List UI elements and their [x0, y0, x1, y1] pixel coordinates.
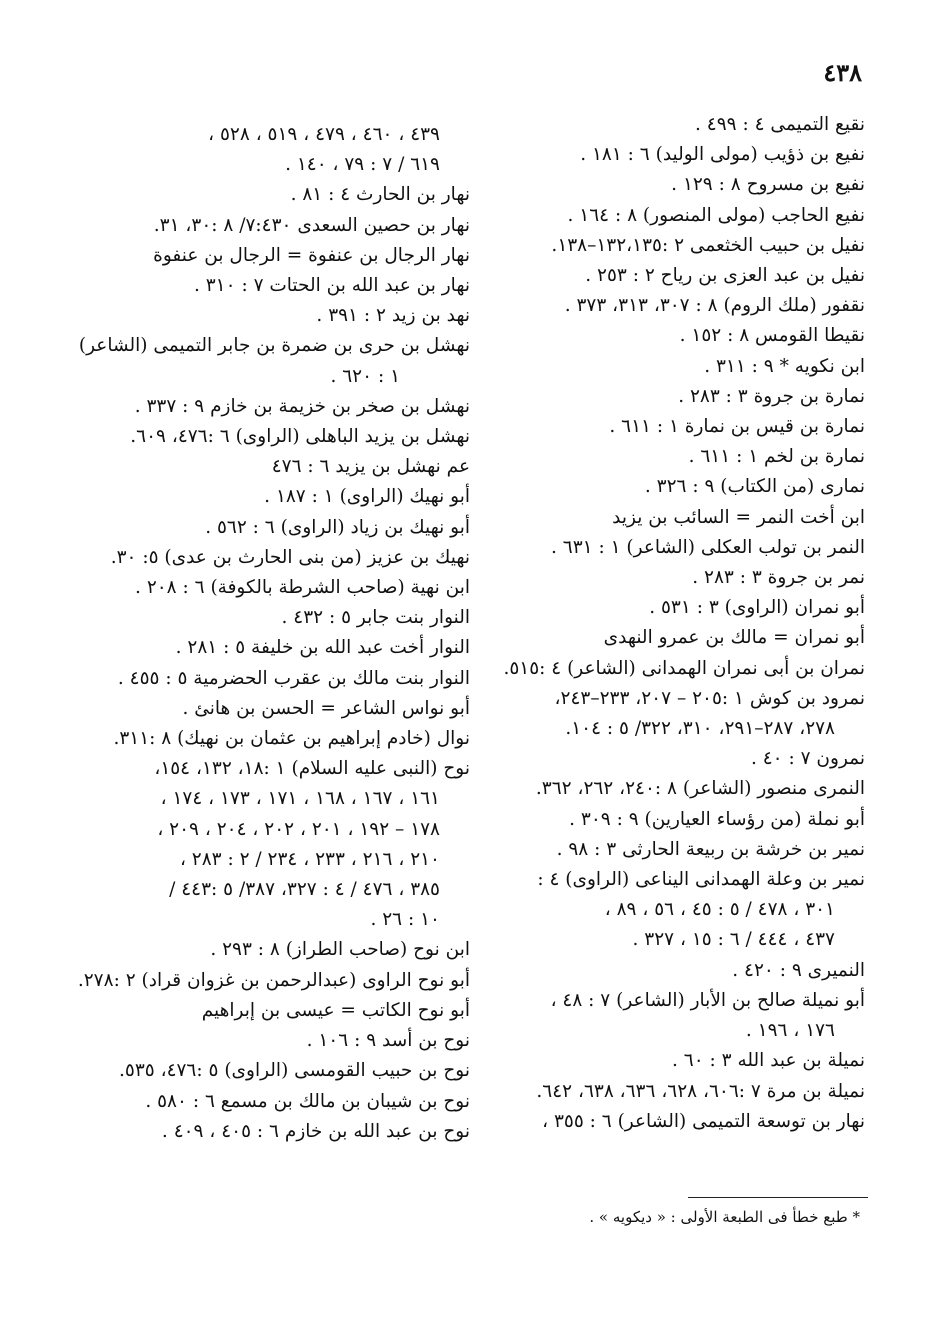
index-entry: أبو نميلة صالح بن الأبار (الشاعر) ٧ : ٤٨ ، — [550, 989, 865, 1011]
index-entry: نمرود بن كوش ١ :٢٠٥ – ٢٠٧، ٢٣٣–٢٤٣، — [554, 687, 865, 709]
index-entry: نوح بن حبيب القومسى (الراوى) ٥ :٤٧٦، ٥٣٥. — [119, 1060, 470, 1082]
index-entry: ٤٣٧ ، ٤٤٤ / ٦ : ١٥ ، ٣٢٧ . — [632, 929, 835, 951]
index-entry: نمارى (من الكتاب) ٩ : ٣٢٦ . — [644, 476, 865, 498]
index-entry: نمر بن جروة ٣ : ٢٨٣ . — [692, 567, 865, 589]
index-entry: نهار بن عبد الله بن الحتات ٧ : ٣١٠ . — [193, 275, 470, 297]
index-entry: أبو نهيك (الراوى) ١ : ١٨٧ . — [264, 486, 470, 508]
index-entry: ٣٠١ ، ٤٧٨ / ٥ : ٤٥ ، ٥٦ ، ٨٩ ، — [604, 899, 835, 921]
footnote-divider — [688, 1197, 868, 1198]
index-entry: النوار بنت جابر ٥ : ٤٣٢ . — [281, 607, 470, 629]
index-entry: ٢١٠ ، ٢١٦ ، ٢٣٣ ، ٢٣٤ / ٢ : ٢٨٣ ، — [179, 848, 440, 870]
index-entry: ١ : ٦٢٠ . — [330, 365, 400, 387]
index-entry: ابن نهية (صاحب الشرطة بالكوفة) ٦ : ٢٠٨ . — [135, 577, 470, 599]
index-entry: النوار بنت مالك بن عقرب الحضرمية ٥ : ٤٥٥ . — [117, 667, 470, 689]
index-entry: نفيع بن مسروح ٨ : ١٢٩ . — [671, 174, 865, 196]
index-entry: نوح (النبى عليه السلام) ١ :١٨، ١٣٢، ١٥٤، — [154, 758, 470, 780]
index-entry: نمارة بن قيس بن نمارة ١ : ٦١١ . — [609, 416, 865, 438]
index-entry: نمارة بن لخم ١ : ٦١١ . — [688, 446, 865, 468]
index-entry: نقيع التميمى ٤ : ٤٩٩ . — [695, 114, 865, 135]
index-entry: أبو نمران = مالك بن عمرو النهدى — [603, 627, 865, 649]
index-entry: نوح بن عبد الله بن خازم ٦ : ٤٠٥ ، ٤٠٩ . — [161, 1120, 470, 1142]
left-column — [77, 120, 470, 1147]
page-number: ٤٣٨ — [823, 58, 862, 87]
index-entry: نهشل بن يزيد الباهلى (الراوى) ٦ :٤٧٦، ٦٠٩. — [130, 426, 470, 448]
index-entry: ابن نوح (صاحب الطراز) ٨ : ٢٩٣ . — [210, 939, 470, 961]
index-entry: النمرى منصور (الشاعر) ٨ :٢٤٠، ٢٦٢، ٣٦٢. — [535, 778, 865, 800]
index-entry: ١٧٨ – ١٩٢ ، ٢٠١ ، ٢٠٢ ، ٢٠٤ ، ٢٠٩ ، — [157, 818, 440, 840]
index-entry: أبو نهيك بن زياد (الراوى) ٦ : ٥٦٢ . — [205, 516, 470, 538]
index-entry: نفيع الحاجب (مولى المنصور) ٨ : ١٦٤ . — [567, 204, 865, 226]
index-entry: نوال (خادم إبراهيم بن عثمان بن نهيك) ٨ :٣١١. — [113, 728, 470, 750]
index-entry: ٤٣٩ ، ٤٦٠ ، ٤٧٩ ، ٥١٩ ، ٥٢٨ ، — [208, 124, 440, 145]
index-entry: النمر بن تولب العكلى (الشاعر) ١ : ٦٣١ . — [551, 536, 865, 558]
index-entry: نفيع بن ذؤيب (مولى الوليد) ٦ : ١٨١ . — [580, 144, 865, 166]
index-entry: نميلة بن مرة ٧ :٦٠٦، ٦٢٨، ٦٣٦، ٦٣٨، ٦٤٢. — [536, 1080, 865, 1102]
index-entry: نقفور (ملك الروم) ٨ : ٣٠٧، ٣١٣، ٣٧٣ . — [564, 295, 865, 317]
index-entry: نمير بن خرشة بن ربيعة الحارثى ٣ : ٩٨ . — [556, 838, 865, 860]
index-entry: نفيل بن حبيب الخثعمى ٢ :١٣٢،١٣٥–١٣٨. — [551, 234, 865, 256]
index-entry: ابن نكويه * ٩ : ٣١١ . — [704, 355, 865, 377]
footnote: * طبع خطأ فى الطبعة الأولى : « ديكويه » . — [589, 1208, 860, 1226]
index-entry: ٢٧٨، ٢٨٧–٢٩١، ٣١٠، ٣٢٢/ ٥ : ١٠٤. — [565, 718, 835, 740]
index-entry: نوح بن شيبان بن مالك بن مسمع ٦ : ٥٨٠ . — [145, 1090, 470, 1112]
index-entry: ١٧٦ ، ١٩٦ . — [745, 1020, 835, 1042]
index-entry: نهشل بن حرى بن ضمرة بن جابر التميمى (الشاعر) — [78, 335, 470, 357]
index-entry: نهار بن توسعة التميمى (الشاعر) ٦ : ٣٥٥ ، — [542, 1110, 865, 1132]
index-entry: نوح بن أسد ٩ : ١٠٦ . — [306, 1030, 470, 1052]
index-entry: النوار أخت عبد الله بن خليفة ٥ : ٢٨١ . — [175, 637, 470, 659]
index-entry: ٦١٩ / ٧ : ٧٩ ، ١٤٠ . — [285, 154, 440, 176]
index-entry: أبو نوح الكاتب = عيسى بن إبراهيم — [201, 999, 470, 1021]
index-entry: ٣٨٥ ، ٤٧٦ / ٤ : ٣٢٧، ٣٨٧/ ٥ :٤٤٣ / — [169, 879, 440, 901]
index-entry: نهد بن زيد ٢ : ٣٩١ . — [316, 305, 470, 327]
index-entry: نمرون ٧ : ٤٠ . — [750, 748, 865, 770]
index-entry: نهار الرجال بن عنفوة = الرجال بن عنفوة — [153, 244, 470, 266]
right-column — [495, 110, 865, 1137]
index-entry: نهار بن حصين السعدى ٧:٤٣٠/ ٨ :٣٠، ٣١. — [153, 214, 470, 236]
index-entry: نهشل بن صخر بن خزيمة بن خازم ٩ : ٣٣٧ . — [134, 395, 470, 417]
index-entry: نقيطا القومس ٨ : ١٥٢ . — [679, 325, 865, 347]
index-entry: نهيك بن عزيز (من بنى الحارث بن عدى) ٥: ٣٠. — [110, 546, 470, 568]
index-entry: نهار بن الحارث ٤ : ٨١ . — [290, 184, 470, 206]
index-entry: أبو نوح الراوى (عبدالرحمن بن غزوان قراد) ٢ :٢٧٨. — [77, 969, 470, 991]
index-entry: نمران بن أبى نمران الهمدانى (الشاعر) ٤ :٥١٥. — [503, 657, 865, 679]
index-entry: ١٠ : ٢٦ . — [370, 909, 440, 931]
index-entry: ابن أخت النمر = السائب بن يزيد — [612, 506, 865, 528]
index-entry: نمارة بن جروة ٣ : ٢٨٣ . — [678, 385, 865, 407]
index-entry: نميلة بن عبد الله ٣ : ٦٠ . — [672, 1050, 865, 1072]
index-entry: أبو نملة (من رؤساء العيارين) ٩ : ٣٠٩ . — [569, 808, 865, 830]
index-entry: عم نهشل بن يزيد ٦ : ٤٧٦ — [271, 456, 470, 478]
index-entry: نفيل بن عبد العزى بن رياح ٢ : ٢٥٣ . — [585, 265, 865, 287]
index-entry: ١٦١ ، ١٦٧ ، ١٦٨ ، ١٧١ ، ١٧٣ ، ١٧٤ ، — [160, 788, 440, 810]
index-entry: نمير بن وعلة الهمدانى اليناعى (الراوى) ٤ : — [537, 869, 865, 891]
index-entry: أبو نواس الشاعر = الحسن بن هانئ . — [182, 697, 470, 719]
index-entry: أبو نمران (الراوى) ٣ : ٥٣١ . — [649, 597, 865, 619]
index-entry: النميرى ٩ : ٤٢٠ . — [732, 959, 865, 981]
